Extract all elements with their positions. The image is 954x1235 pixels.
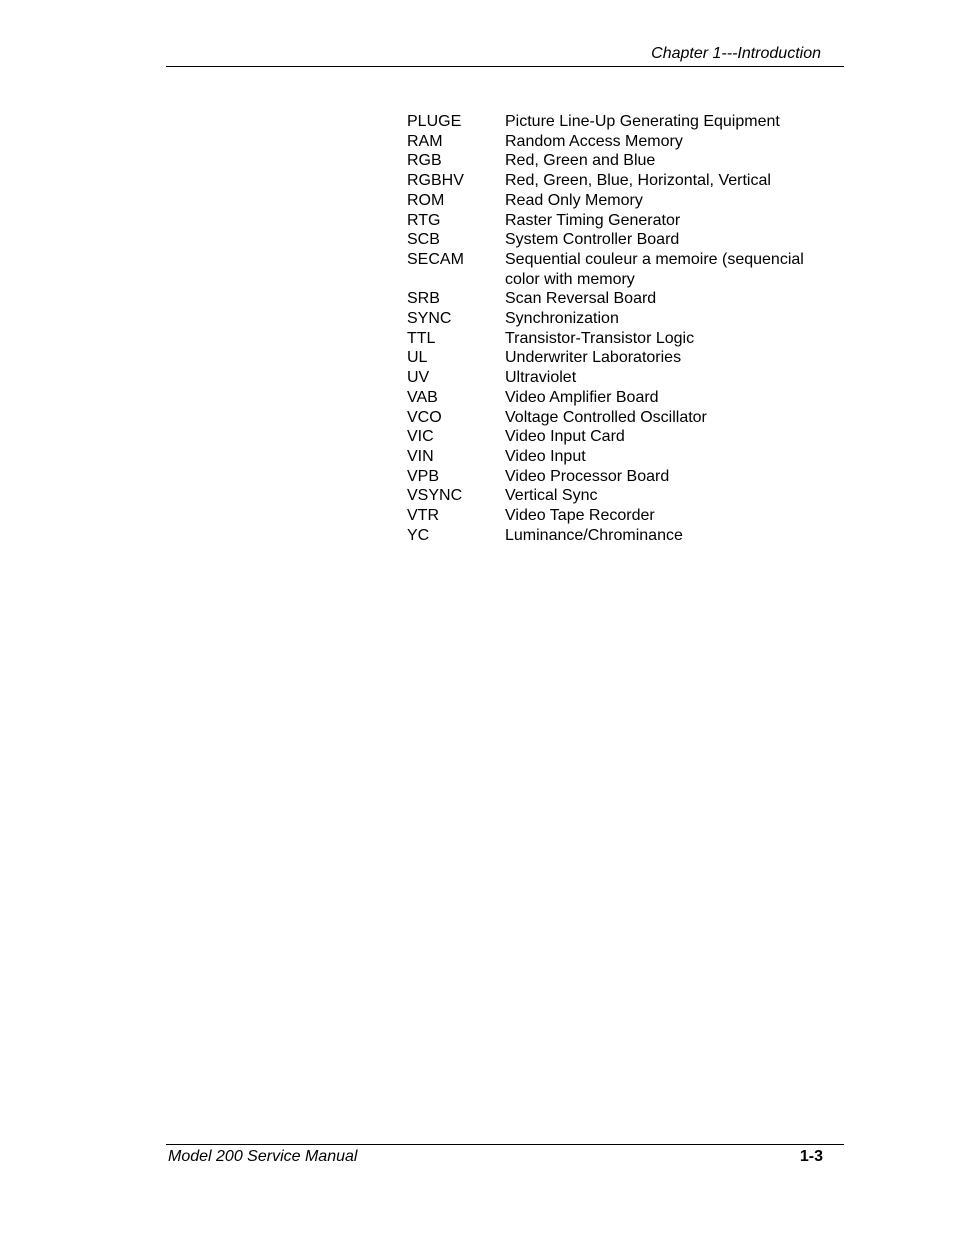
footer-divider <box>166 1144 844 1145</box>
page-number: 1-3 <box>799 1148 823 1165</box>
glossary-definition: Scan Reversal Board <box>505 290 657 308</box>
glossary-term: RAM <box>407 132 443 150</box>
glossary-term: SRB <box>407 290 440 308</box>
glossary-definition: Video Processor Board <box>505 467 670 485</box>
glossary-term: RTG <box>407 211 441 229</box>
glossary-entry <box>407 368 837 388</box>
glossary-entry <box>407 526 837 546</box>
glossary-entry <box>407 427 837 447</box>
glossary-definition: Underwriter Laboratories <box>505 349 682 367</box>
glossary-term: RGBHV <box>407 172 464 190</box>
glossary-entry <box>407 486 837 506</box>
glossary-term: ROM <box>407 191 445 209</box>
manual-title: Model 200 Service Manual <box>168 1148 358 1165</box>
glossary-term: VCO <box>407 408 442 426</box>
glossary-term: SYNC <box>407 310 452 328</box>
glossary-entry <box>407 447 837 467</box>
glossary-term: RGB <box>407 152 442 170</box>
glossary-definition: Red, Green and Blue <box>505 152 656 170</box>
glossary-definition: Sequential couleur a memoire (sequencial color with memory <box>505 250 804 288</box>
glossary-entry <box>407 230 837 250</box>
glossary-entry <box>407 408 837 428</box>
glossary-entry <box>407 112 837 132</box>
glossary-entry <box>407 132 837 152</box>
chapter-title: Chapter 1---Introduction <box>651 45 821 62</box>
glossary-entry <box>407 348 837 368</box>
glossary-definition: Transistor-Transistor Logic <box>505 329 695 347</box>
glossary-definition: Random Access Memory <box>505 132 683 150</box>
glossary-term: VIC <box>407 428 434 446</box>
glossary-entry <box>407 506 837 526</box>
glossary-definition: Read Only Memory <box>505 191 643 209</box>
glossary-entry <box>407 467 837 487</box>
glossary-entry <box>407 309 837 329</box>
glossary-term: VPB <box>407 467 440 485</box>
glossary-definition: Red, Green, Blue, Horizontal, Vertical <box>505 172 771 190</box>
glossary-term: UV <box>407 369 430 387</box>
abbreviation-glossary <box>407 112 837 545</box>
glossary-term: SCB <box>407 231 440 249</box>
glossary-term: VTR <box>407 507 439 525</box>
glossary-term: UL <box>407 349 428 367</box>
glossary-entry <box>407 211 837 231</box>
glossary-term: VSYNC <box>407 487 463 505</box>
glossary-definition: Synchronization <box>505 310 619 328</box>
glossary-term: VIN <box>407 447 434 465</box>
glossary-definition: Video Input <box>505 447 586 465</box>
glossary-definition: Voltage Controlled Oscillator <box>505 408 707 426</box>
glossary-entry <box>407 151 837 171</box>
glossary-term: VAB <box>407 388 438 406</box>
glossary-term: YC <box>407 526 430 544</box>
glossary-definition: Raster Timing Generator <box>505 211 681 229</box>
glossary-term: TTL <box>407 329 436 347</box>
glossary-entry <box>407 289 837 309</box>
glossary-entry <box>407 191 837 211</box>
glossary-definition: System Controller Board <box>505 231 680 249</box>
glossary-entry <box>407 388 837 408</box>
glossary-definition: Ultraviolet <box>505 369 577 387</box>
glossary-definition: Video Amplifier Board <box>505 388 659 406</box>
glossary-term: PLUGE <box>407 113 462 130</box>
glossary-definition: Picture Line-Up Generating Equipment <box>505 113 780 130</box>
glossary-entry <box>407 329 837 349</box>
glossary-definition: Vertical Sync <box>505 487 598 505</box>
glossary-term: SECAM <box>407 250 464 268</box>
glossary-definition: Luminance/Chrominance <box>505 526 683 544</box>
glossary-definition: Video Tape Recorder <box>505 507 655 525</box>
header-divider <box>166 66 844 67</box>
glossary-entry <box>407 171 837 191</box>
glossary-definition: Video Input Card <box>505 428 625 446</box>
glossary-entry <box>407 250 837 289</box>
